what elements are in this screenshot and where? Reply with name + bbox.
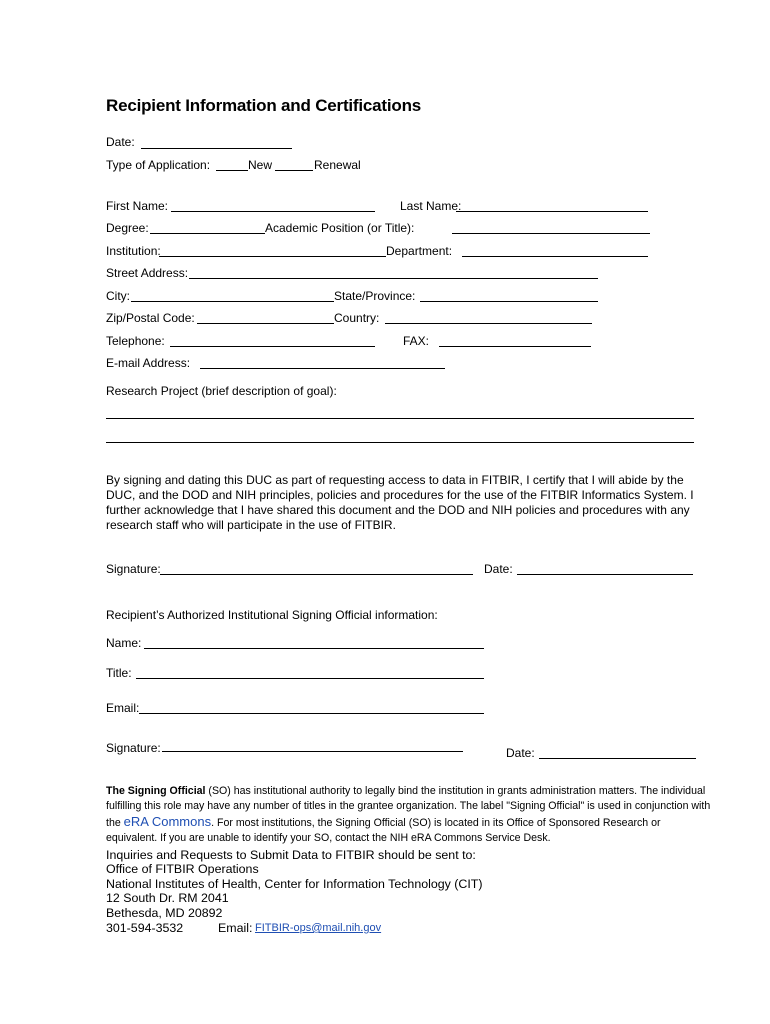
- fax-label: FAX:: [403, 334, 430, 348]
- contact-email-label: Email:: [218, 921, 253, 935]
- official-signature-label: Signature:: [106, 741, 161, 755]
- state-province-label: State/Province:: [334, 289, 416, 303]
- contact-phone: 301-594-3532: [106, 921, 184, 935]
- department-field[interactable]: [462, 244, 648, 257]
- signing-official-heading: Recipient’s Authorized Institutional Signing Official information:: [106, 608, 438, 622]
- contact-line-4: 12 South Dr. RM 2041: [106, 891, 229, 905]
- degree-label: Degree:: [106, 221, 149, 235]
- institution-label: Institution:: [106, 244, 161, 258]
- academic-position-field[interactable]: [452, 221, 650, 234]
- date-field[interactable]: [141, 136, 292, 149]
- last-name-field[interactable]: [456, 199, 648, 212]
- signature-date-field[interactable]: [517, 562, 693, 575]
- department-label: Department:: [386, 244, 453, 258]
- official-signature-field[interactable]: [162, 739, 463, 752]
- country-field[interactable]: [385, 311, 592, 324]
- last-name-label: Last Name:: [400, 199, 462, 213]
- signature-date-label: Date:: [484, 562, 513, 576]
- official-email-field[interactable]: [139, 701, 484, 714]
- certification-paragraph: By signing and dating this DUC as part of requesting access to data in FITBIR, I certify that I will abide by the DUC, and the DOD and NIH principles, policies and procedures for the use of the FITBIR Informatics System. I further acknowledge that I have shared this document and the DOD and NIH policies and procedures with any research staff who will participate in the use of FITBIR.: [106, 473, 694, 532]
- official-title-label: Title:: [106, 666, 132, 680]
- zip-code-field[interactable]: [197, 311, 334, 324]
- telephone-label: Telephone:: [106, 334, 165, 348]
- contact-email-link[interactable]: FITBIR-ops@mail.nih.gov: [255, 922, 382, 934]
- official-email-label: Email:: [106, 701, 140, 715]
- city-label: City:: [106, 289, 130, 303]
- academic-position-label: Academic Position (or Title):: [265, 221, 415, 235]
- email-address-label: E-mail Address:: [106, 356, 191, 370]
- first-name-field[interactable]: [171, 199, 375, 212]
- contact-line-5: Bethesda, MD 20892: [106, 906, 223, 920]
- degree-field[interactable]: [150, 221, 265, 234]
- official-date-field[interactable]: [539, 746, 696, 759]
- official-title-field[interactable]: [136, 666, 484, 679]
- research-project-label: Research Project (brief description of goal):: [106, 384, 337, 398]
- type-of-application-label: Type of Application:: [106, 158, 211, 172]
- type-renewal-field[interactable]: [275, 158, 313, 171]
- official-date-label: Date:: [506, 746, 535, 760]
- city-field[interactable]: [131, 289, 334, 302]
- era-commons-link[interactable]: eRA Commons: [123, 814, 212, 829]
- type-renewal-label: Renewal: [314, 158, 361, 172]
- email-address-field[interactable]: [200, 356, 445, 369]
- institution-field[interactable]: [159, 244, 386, 257]
- first-name-label: First Name:: [106, 199, 169, 213]
- note-text-1: (SO) has institutional authority to legally bind the institution in grants administration matters. The individual fulfilling this role may have any number of titles in the grantee organization. The label "Signing Official" is used in conjunction with the: [106, 785, 711, 829]
- state-province-field[interactable]: [420, 289, 598, 302]
- type-new-field[interactable]: [216, 158, 248, 171]
- zip-code-label: Zip/Postal Code:: [106, 311, 195, 325]
- research-project-line-1[interactable]: [106, 406, 694, 419]
- contact-line-1: Inquiries and Requests to Submit Data to FITBIR should be sent to:: [106, 848, 476, 862]
- telephone-field[interactable]: [170, 334, 375, 347]
- research-project-line-2[interactable]: [106, 430, 694, 443]
- type-new-label: New: [248, 158, 273, 172]
- form-title: Recipient Information and Certifications: [106, 96, 422, 115]
- signing-official-bold: The Signing Official: [106, 785, 206, 797]
- street-address-field[interactable]: [189, 266, 598, 279]
- note-text-2: . For most institutions, the Signing Official (SO) is located in its Office of Sponsored Research or equivalent. If you are unable to identify your SO, contact the NIH eRA Commons Service Desk.: [106, 817, 661, 844]
- date-label: Date:: [106, 135, 135, 149]
- official-name-field[interactable]: [144, 636, 484, 649]
- signature-field[interactable]: [160, 562, 473, 575]
- signature-label: Signature:: [106, 562, 161, 576]
- country-label: Country:: [334, 311, 380, 325]
- street-address-label: Street Address:: [106, 266, 189, 280]
- official-name-label: Name:: [106, 636, 142, 650]
- contact-line-2: Office of FITBIR Operations: [106, 862, 259, 876]
- fax-field[interactable]: [439, 334, 591, 347]
- signing-official-note: [106, 784, 714, 846]
- contact-line-3: National Institutes of Health, Center for Information Technology (CIT): [106, 877, 483, 891]
